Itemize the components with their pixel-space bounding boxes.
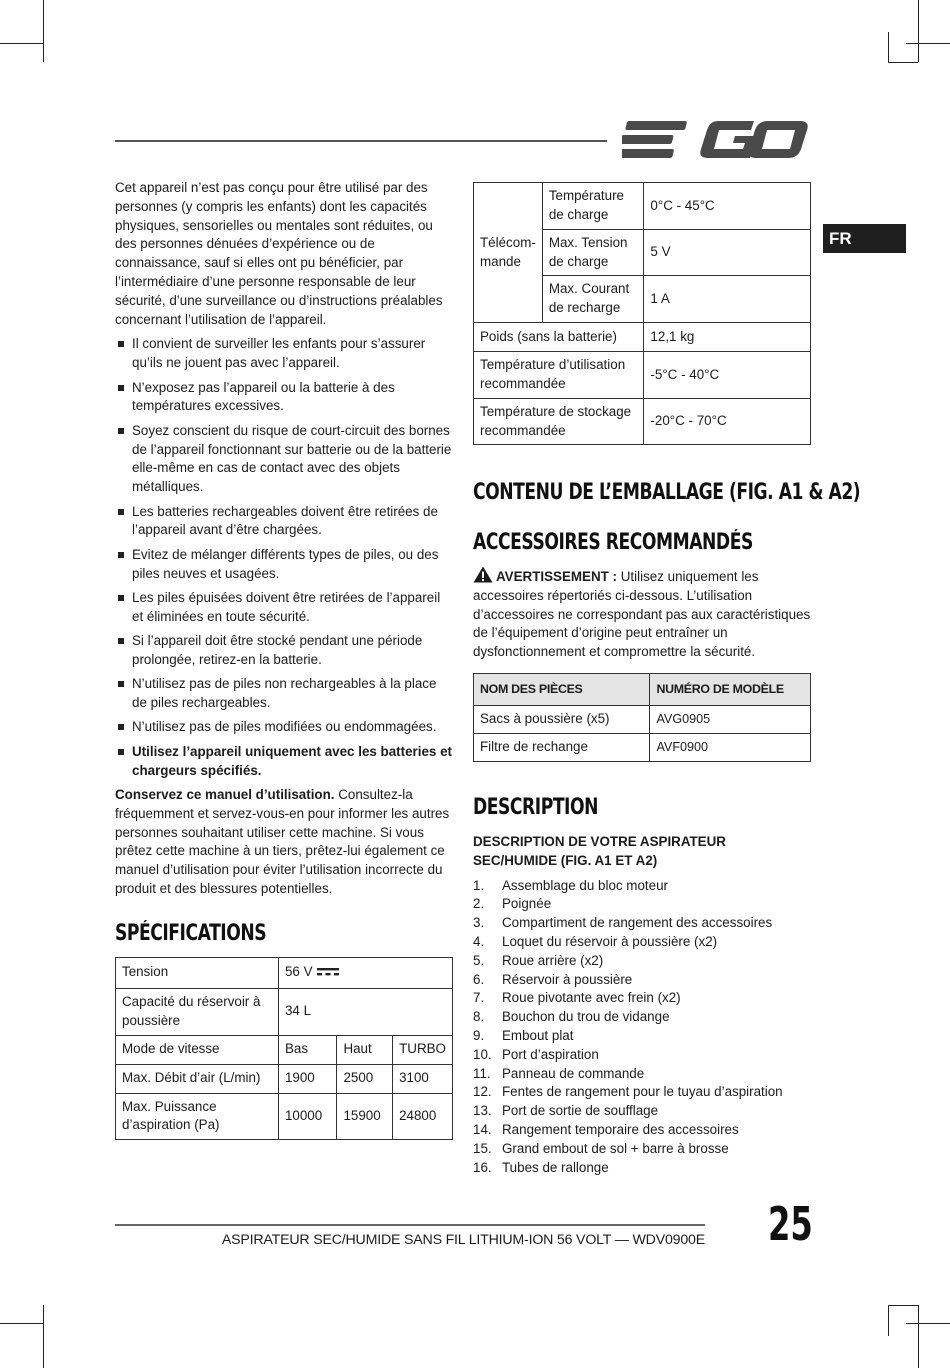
bullet-square-icon	[118, 428, 124, 434]
table-cell: 56 V	[278, 957, 452, 988]
table-cell: Température de stockage recommandée	[474, 399, 644, 445]
intro-paragraph: Cet appareil n’est pas conçu pour être utilisé par des personnes (y compris les enfants) dont les capacités physiques, sensorielles ou mentales sont réduites, ou des personnes dénuées d’expérience ou de connaissance, sauf si elles ont pu bénéficier, par l’intermédiaire d’une personne responsable de leur sécurité, d’une surveillance ou d’instructions préalables concernant l’utilisation de l’appareil.	[115, 180, 443, 327]
dc-current-icon	[317, 967, 339, 977]
table-cell: Tension	[116, 957, 279, 988]
right-column	[473, 182, 861, 1177]
bullet-square-icon	[118, 552, 124, 558]
footer-rule	[115, 1224, 705, 1226]
table-cell: 15900	[337, 1093, 393, 1139]
ego-logo	[622, 118, 810, 168]
table-row	[474, 183, 811, 230]
bullet-square-icon	[118, 595, 124, 601]
table-cell: Filtre de rechange	[474, 733, 650, 761]
table-cell: Max. Courant de recharge	[542, 276, 644, 323]
column-header: NOM DES PIÈCES	[474, 673, 650, 705]
table-cell: 12,1 kg	[644, 323, 811, 352]
crop-mark	[888, 32, 889, 62]
footer-title: ASPIRATEUR SEC/HUMIDE SANS FIL LITHIUM-ION 56 VOLT — WDV0900E	[221, 1232, 705, 1248]
bullet-square-icon	[118, 509, 124, 515]
warning-triangle-icon	[473, 566, 493, 583]
table-cell: 0°C - 45°C	[644, 183, 811, 230]
table-cell: 2500	[337, 1064, 393, 1093]
bullet-square-icon	[118, 681, 124, 687]
remote-specifications-table	[473, 182, 811, 445]
list-item: 12. Fentes de rangement pour le tuyau d’aspiration	[473, 1084, 783, 1100]
keep-manual-paragraph: Conservez ce manuel d’utilisation. Consultez-la fréquemment et servez-vous-en pour informer les autres personnes souhaitant utiliser cette machine. Si vous prêtez cette machine à un tiers, prêtez-lui également ce manuel d’utilisation pour éviter l’utilisation incorrecte du produit et des blessures potentielles.	[115, 787, 450, 897]
bullet-square-icon	[118, 341, 124, 347]
table-cell: 10000	[278, 1093, 336, 1139]
list-item: Les piles épuisées doivent être retirées de l’appareil et éliminées en toute sécurité.	[115, 589, 455, 627]
specifications-heading: SPÉCIFICATIONS	[115, 920, 267, 946]
list-item: 11. Panneau de commande	[473, 1065, 645, 1081]
list-item: Si l’appareil doit être stocké pendant une période prolongée, retirez-en la batterie.	[115, 632, 455, 670]
table-cell: Bas	[278, 1035, 336, 1064]
bullet-square-icon	[118, 385, 124, 391]
table-cell: -5°C - 40°C	[644, 352, 811, 399]
table-cell: Mode de vitesse	[116, 1035, 279, 1064]
crop-mark	[888, 62, 918, 63]
list-item: 7. Roue pivotante avec frein (x2)	[473, 990, 681, 1006]
table-cell: -20°C - 70°C	[644, 399, 811, 445]
list-item: 14. Rangement temporaire des accessoires	[473, 1121, 739, 1137]
table-cell: Max. Puissance d’aspiration (Pa)	[116, 1093, 279, 1139]
crop-mark	[906, 1323, 950, 1324]
warning-paragraph: AVERTISSEMENT : Utilisez uniquement les accessoires répertoriés ci-dessous. L’utilisation d’accessoires ne correspondant pas aux caractéristiques de l’équipement d’origine peut entraîner un dysfonctionnement et compromettre la sécurité.	[473, 566, 813, 662]
list-item: Soyez conscient du risque de court-circuit des bornes de l’appareil fonctionnant sur batterie ou de la batterie elle-même en cas de contact avec des objets métalliques.	[115, 422, 455, 497]
table-cell: Sacs à poussière (x5)	[474, 705, 650, 733]
table-row	[474, 705, 811, 733]
crop-mark	[906, 43, 950, 44]
list-item: 6. Réservoir à poussière	[473, 971, 633, 987]
crop-mark	[0, 43, 43, 44]
list-item: 1. Assemblage du bloc moteur	[473, 877, 668, 893]
crop-mark	[0, 1323, 43, 1324]
list-item: Evitez de mélanger différents types de piles, ou des piles neuves et usagées.	[115, 546, 455, 584]
left-column	[115, 179, 455, 1140]
table-row	[116, 1093, 453, 1139]
bullet-square-icon	[118, 724, 124, 730]
list-item: Utilisez l’appareil uniquement avec les batteries et chargeurs spécifiés.	[115, 743, 455, 781]
table-cell: TURBO	[393, 1035, 453, 1064]
header-rule	[115, 140, 607, 142]
table-row	[474, 733, 811, 761]
description-heading: DESCRIPTION	[473, 794, 598, 820]
table-cell: Max. Débit d’air (L/min)	[116, 1064, 279, 1093]
package-contents-heading: CONTENU DE L’EMBALLAGE (FIG. A1 & A2)	[473, 480, 861, 505]
table-header-row	[474, 673, 811, 705]
crop-mark	[918, 0, 919, 62]
table-cell: 3100	[393, 1064, 453, 1093]
table-cell: 5 V	[644, 230, 811, 276]
table-cell: AVG0905	[650, 705, 811, 733]
list-item: Les batteries rechargeables doivent être retirées de l’appareil avant d’être chargées.	[115, 503, 455, 541]
list-item: 15. Grand embout de sol + barre à brosse	[473, 1140, 729, 1156]
crop-mark	[43, 0, 44, 62]
table-row	[474, 399, 811, 445]
table-cell: Poids (sans la batterie)	[474, 323, 644, 352]
table-row	[116, 988, 453, 1035]
list-item: 9. Embout plat	[473, 1027, 574, 1043]
list-item: 5. Roue arrière (x2)	[473, 952, 604, 968]
table-row	[116, 1064, 453, 1093]
bullet-square-icon	[118, 749, 124, 755]
list-item: 2. Poignée	[473, 896, 552, 912]
crop-mark	[43, 1305, 44, 1368]
parts-description-list	[473, 877, 813, 1178]
safety-bullet-list	[115, 335, 455, 780]
table-cell: 1 A	[644, 276, 811, 323]
specifications-table	[115, 957, 453, 1140]
table-row	[116, 957, 453, 988]
table-cell: Max. Tension de charge	[542, 230, 644, 276]
table-cell: Température d’utilisation recommandée	[474, 352, 644, 399]
list-item: 13. Port de sortie de soufflage	[473, 1103, 659, 1119]
table-cell: Température de charge	[542, 183, 644, 230]
language-tab: FR	[823, 224, 906, 253]
list-item: 16. Tubes de rallonge	[473, 1159, 609, 1175]
table-row	[116, 1035, 453, 1064]
list-item: 4. Loquet du réservoir à poussière (x2)	[473, 933, 718, 949]
accessories-table	[473, 673, 811, 762]
list-item: Il convient de surveiller les enfants pour s’assurer qu’ils ne jouent pas avec l’appareil.	[115, 335, 455, 373]
table-row	[474, 323, 811, 352]
column-header: NUMÉRO DE MODÈLE	[650, 673, 811, 705]
crop-mark	[918, 1305, 919, 1368]
table-cell: 24800	[393, 1093, 453, 1139]
list-item: 3. Compartiment de rangement des accessoires	[473, 915, 773, 931]
remote-label-cell: Télécom- mande	[474, 183, 543, 323]
crop-mark	[888, 1305, 889, 1336]
bullet-square-icon	[118, 638, 124, 644]
table-cell: AVF0900	[650, 733, 811, 761]
list-item: 10. Port d’aspiration	[473, 1046, 599, 1062]
recommended-accessories-heading: ACCESSOIRES RECOMMANDÉS	[473, 530, 753, 555]
crop-mark	[888, 1305, 918, 1306]
table-cell: Haut	[337, 1035, 393, 1064]
list-item: N’exposez pas l’appareil ou la batterie à des températures excessives.	[115, 379, 455, 417]
page-number: 25	[768, 1197, 813, 1251]
description-subheading: DESCRIPTION DE VOTRE ASPIRATEUR SEC/HUMIDE (FIG. A1 ET A2)	[473, 833, 726, 868]
list-item: N’utilisez pas de piles non rechargeables à la place de piles rechargeables.	[115, 675, 455, 713]
list-item: 8. Bouchon du trou de vidange	[473, 1009, 670, 1025]
table-row	[474, 352, 811, 399]
list-item: N’utilisez pas de piles modifiées ou endommagées.	[115, 718, 455, 737]
table-cell: 1900	[278, 1064, 336, 1093]
table-cell: 34 L	[278, 988, 452, 1035]
table-cell: Capacité du réservoir à poussière	[116, 988, 279, 1035]
